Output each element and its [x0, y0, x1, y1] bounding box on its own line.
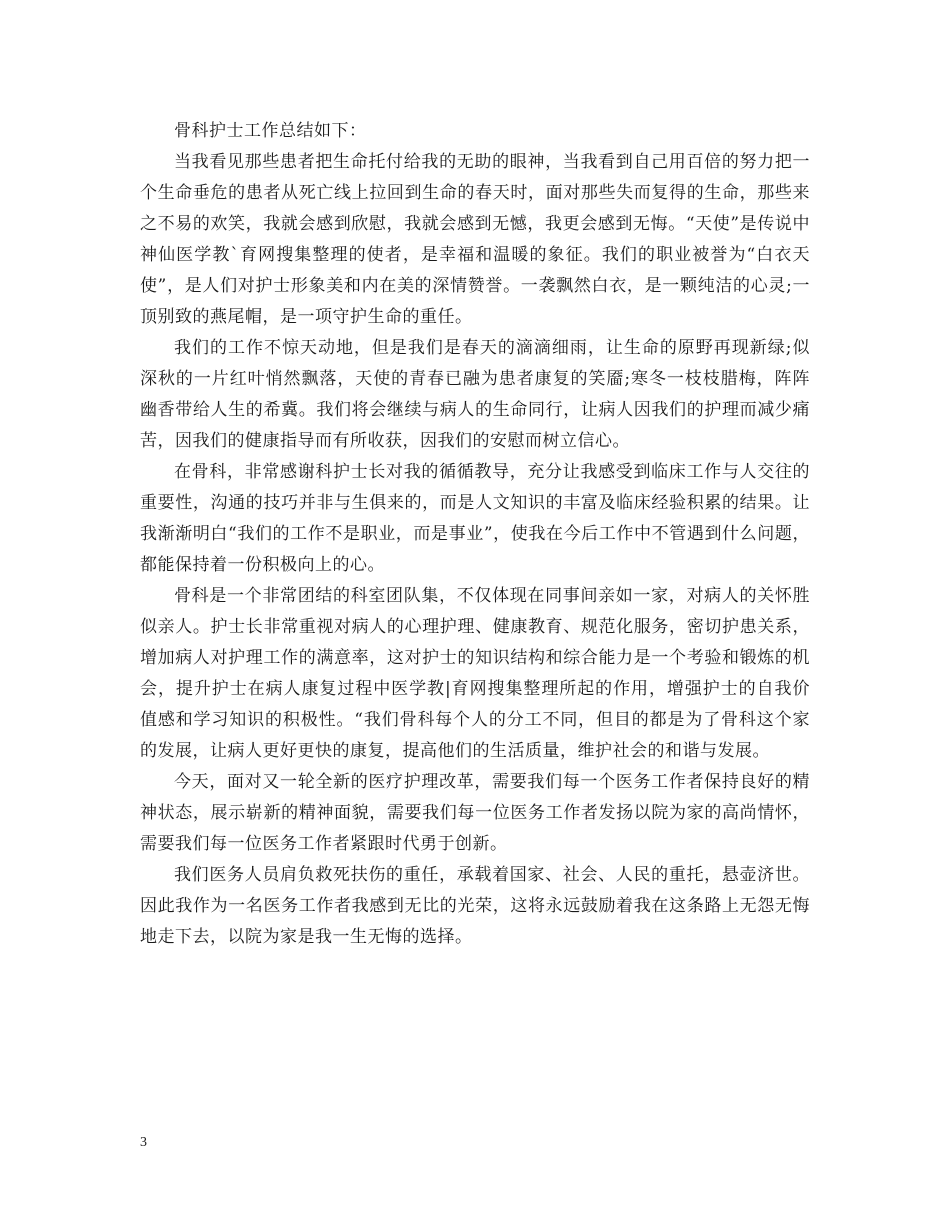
paragraph-intro: 骨科护士工作总结如下： — [174, 121, 367, 141]
paragraph-gratitude: 在骨科，非常感谢科护士长对我的循循教导，充分让我感受到临床工作与人交往的重要性，沟通的技巧并非与生俱来的，而是人文知识的丰富及临床经验积累的结果。让我渐渐明白“我们的工作不是职业，而是事业”，使我在今后工作中不管遇到什么问题，都能保持着一份积极向上的心。 — [140, 462, 810, 575]
paragraph-conclusion: 我们医务人员肩负救死扶伤的重任，承载着国家、社会、人民的重托，悬壶济世。因此我作为一名医务工作者我感到无比的光荣，这将永远鼓励着我在这条路上无怨无悔地走下去，以院为家是我一生无悔的选择。 — [140, 865, 810, 947]
paragraph-team: 骨科是一个非常团结的科室团队集，不仅体现在同事间亲如一家，对病人的关怀胜似亲人。护士长非常重视对病人的心理护理、健康教育、规范化服务，密切护患关系，增加病人对护理工作的满意率，这对护士的知识结构和综合能力是一个考验和锻炼的机会，提升护士在病人康复过程中医学教|育网搜集整理所起的作用，增强护士的自我价值感和学习知识的积极性。“我们骨科每个人的分工不同，但目的都是为了骨科这个家的发展，让病人更好更快的康复，提高他们的生活质量，维护社会的和谐与发展。 — [140, 586, 810, 761]
page-number: 3 — [140, 1135, 147, 1150]
paragraph-reform: 今天，面对又一轮全新的医疗护理改革，需要我们每一个医务工作者保持良好的精神状态，展示崭新的精神面貌，需要我们每一位医务工作者发扬以院为家的高尚情怀，需要我们每一位医务工作者紧跟时代勇于创新。 — [140, 772, 810, 854]
paragraph-angel: 当我看见那些患者把生命托付给我的无助的眼神，当我看到自己用百倍的努力把一个生命垂危的患者从死亡线上拉回到生命的春天时，面对那些失而复得的生命，那些来之不易的欢笑，我就会感到欣慰，我就会感到无憾，我更会感到无悔。“天使”是传说中神仙医学教`育网搜集整理的使者，是幸福和温暖的象征。我们的职业被誉为“白衣天使”，是人们对护士形象美和内在美的深情赞誉。一袭飘然白衣，是一颗纯洁的心灵;一顶别致的燕尾帽，是一项守护生命的重任。 — [140, 152, 810, 327]
paragraph-spring-rain: 我们的工作不惊天动地，但是我们是春天的滴滴细雨，让生命的原野再现新绿;似深秋的一片红叶悄然飘落，天使的青春已融为患者康复的笑靥;寒冬一枝枝腊梅，阵阵幽香带给人生的希冀。我们将会继续与病人的生命同行，让病人因我们的护理而减少痛苦，因我们的健康指导而有所收获，因我们的安慰而树立信心。 — [140, 338, 810, 451]
document-body — [140, 116, 810, 953]
